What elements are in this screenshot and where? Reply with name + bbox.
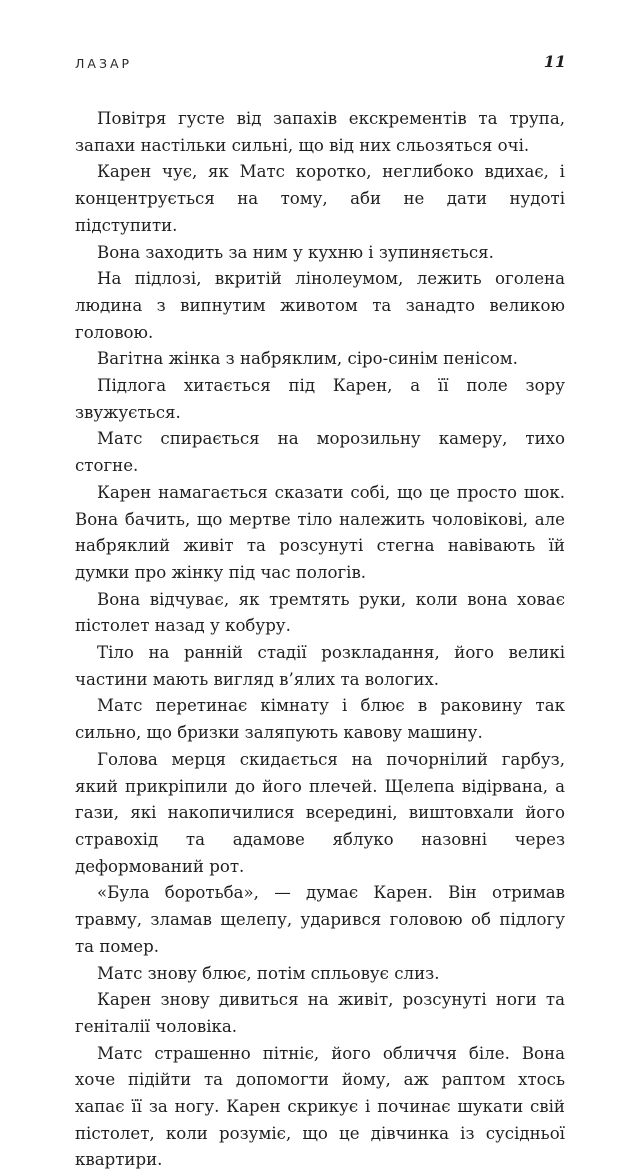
paragraph-11: Матс перетинає кімнату і блює в раковину так сильно, що бризки заляпують кавову машину. (75, 696, 565, 743)
paragraph-4: На підлозі, вкритій лінолеумом, лежить оголена людина з випнутим животом та занадто великою головою. (75, 269, 565, 342)
page-number: 11 (543, 52, 566, 71)
paragraph-7: Матс спирається на морозильну камеру, тихо стогне. (75, 429, 565, 476)
paragraph-13: «Була боротьба», — думає Карен. Він отримав травму, зламав щелепу, ударився головою об підлогу та помер. (75, 883, 565, 956)
paragraph-9: Вона відчуває, як тремтять руки, коли вона ховає пістолет назад у кобуру. (75, 589, 565, 636)
paragraph-1: Повітря густе від запахів екскрементів та трупа, запахи настільки сильні, що від них сльозяться очі. (75, 109, 565, 155)
paragraph-10: Тіло на ранній стадії розкладання, його великі частини мають вигляд в’ялих та вологих. (75, 643, 565, 689)
paragraph-6: Підлога хитається під Карен, а її поле зору звужується. (75, 376, 565, 422)
running-head: ЛАЗАР (75, 56, 133, 71)
paragraph-16: Матс страшенно пітніє, його обличчя біле. Вона хоче підійти та допомогти йому, аж раптом хтось хапає її за ногу. Карен скрикує і починає шукати свій пістолет, коли розуміє, що це дівчинка із сусідньої квартири. (75, 1043, 565, 1170)
paragraph-2: Карен чує, як Матс коротко, неглибоко вдихає, і концентрується на тому, аби не дати нудоті підступити. (75, 162, 565, 235)
paragraph-15: Карен знову дивиться на живіт, розсунуті ноги та геніталії чоловіка. (75, 990, 565, 1036)
paragraph-3: Вона заходить за ним у кухню і зупиняється. (97, 242, 494, 262)
paragraph-5: Вагітна жінка з набряклим, сіро-синім пенісом. (97, 349, 518, 369)
body-text (75, 106, 565, 1174)
paragraph-12: Голова мерця скидається на почорнілий гарбуз, який прикріпили до його плечей. Щелепа відірвана, а гази, які накопичилися всередині, виштовхали його стравохід та адамове яблуко назовні через деформований рот. (75, 749, 565, 876)
paragraph-8: Карен намагається сказати собі, що це просто шок. Вона бачить, що мертве тіло належить чоловікові, але набряклий живіт та розсунуті стегна навівають їй думки про жінку під час пологів. (75, 482, 565, 582)
paragraph-14: Матс знову блює, потім спльовує слиз. (97, 963, 440, 983)
